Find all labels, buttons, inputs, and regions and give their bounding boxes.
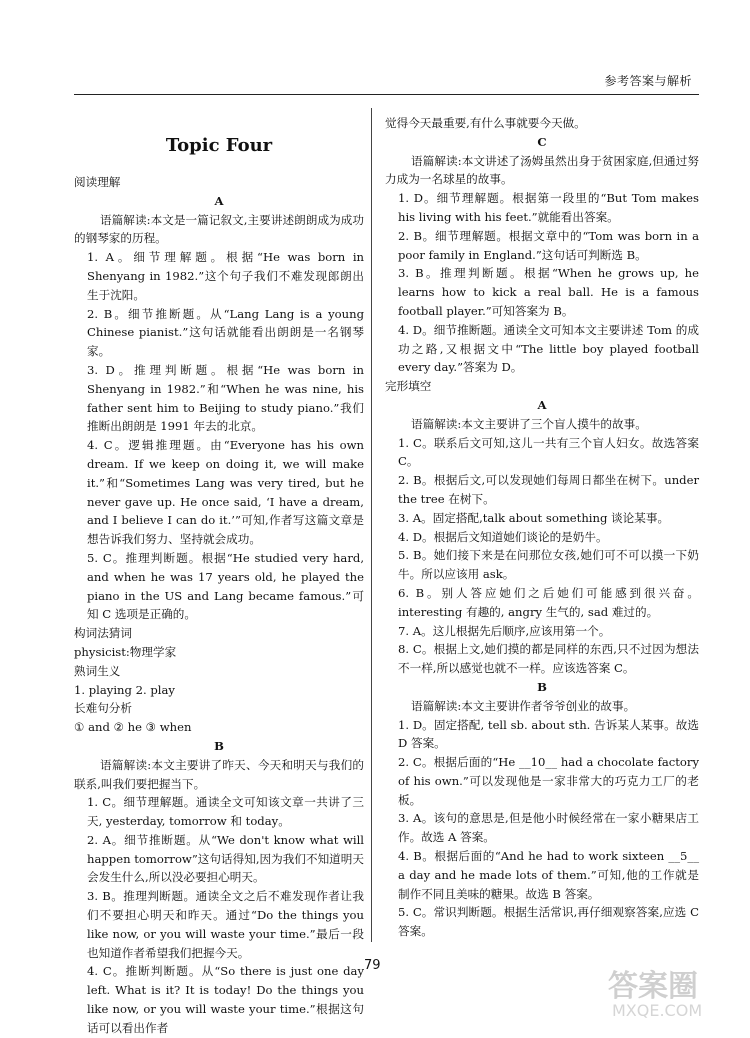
- right-text-block: 语篇解读:本文主要讲了三个盲人摸牛的故事。: [411, 416, 647, 431]
- left-text-block: 构词法猜词: [74, 626, 132, 641]
- right-answer-item: 3. A。固定搭配,talk about something 谈论某事。: [398, 510, 670, 525]
- column-divider: [371, 108, 372, 942]
- right-text-block: 语篇解读:本文主要讲作者爷爷创业的故事。: [411, 698, 636, 713]
- right-answer-item: 4. D。根据后文知道她们谈论的是奶牛。: [398, 529, 608, 544]
- left-text-block: 语篇解读:本文是一篇记叙文,主要讲述朗朗成为成功的钢琴家的历程。: [74, 212, 364, 246]
- right-answer-item: 5. B。她们接下来是在问那位女孩,她们可不可以摸一下奶牛。所以应该用 ask。: [398, 548, 699, 582]
- right-column: [385, 114, 699, 941]
- left-answer-item: 1. A。细节理解题。根据“He was born in Shenyang in 1982.”这个句子我们不难发现郎朗出生于沈阳。: [87, 250, 364, 302]
- svg-text:答案圈: 答案圈: [608, 969, 698, 1004]
- right-answer-item: 4. B。根据后面的“And he had to work sixteen __5__ a day and he made lots of them.”可知,他的工作就是制作不同且美味的糖果。故选 B 答案。: [398, 849, 699, 901]
- right-answer-item: 3. B。推理判断题。根据“When he grows up, he learns how to kick a real ball. He is a famous football player.”可知答案为 B。: [398, 266, 699, 318]
- left-text-block: 长难句分析: [74, 701, 132, 716]
- right-answer-item: 8. C。根据上文,她们摸的都是同样的东西,只不过因为想法不一样,所以感觉也就不一样。应该选答案 C。: [398, 642, 699, 676]
- watermark-logo: [602, 962, 742, 1026]
- right-answer-item: 3. A。该句的意思是,但是他小时候经常在一家小糖果店工作。故选 A 答案。: [398, 811, 699, 845]
- page-header: 参考答案与解析: [604, 74, 692, 88]
- right-answer-item: 1. D。固定搭配, tell sb. about sth. 告诉某人某事。故选 D 答案。: [398, 717, 699, 751]
- right-answer-item: 4. D。细节推断题。通读全文可知本文主要讲述 Tom 的成功之路,又根据文中“The little boy played football every day.”答案为 D。: [398, 322, 699, 375]
- left-answer-item: 2. B。细节推断题。从“Lang Lang is a young Chinese pianist.”这句话就能看出朗朗是一名钢琴家。: [87, 306, 364, 359]
- left-text-block: 阅读理解: [74, 175, 121, 189]
- left-answer-item: 3. B。推理判断题。通读全文之后不难发现作者让我们不要担心明天和昨天。通过“Do the things you like now, or you will waste your time.”最后一段也知道作者希望我们把握今天。: [87, 889, 364, 960]
- left-topic-title: Topic Four: [165, 135, 273, 156]
- left-text-block: ① and ② he ③ when: [74, 720, 192, 735]
- svg-text:MXQE.COM: MXQE.COM: [612, 1001, 703, 1020]
- right-answer-item: 2. B。根据后文,可以发现她们每周日都坐在树下。under the tree 在树下。: [398, 473, 699, 506]
- right-text-block: B: [537, 679, 547, 694]
- left-text-block: 语篇解读:本文主要讲了昨天、今天和明天与我们的联系,叫我们要把握当下。: [74, 757, 364, 791]
- right-text-block: 语篇解读:本文讲述了汤姆虽然出身于贫困家庭,但通过努力成为一名球星的故事。: [385, 153, 699, 187]
- left-answer-item: 5. C。推理判断题。根据“He studied very hard, and when he was 17 years old, he played the piano in the US and Lang became famous.”可知 C 选项是正确的。: [87, 550, 364, 622]
- right-answer-item: 1. D。细节理解题。根据第一段里的“But Tom makes his living with his feet.”就能看出答案。: [398, 191, 699, 224]
- left-answer-item: 1. C。细节理解题。通读全文可知该文章一共讲了三天, yesterday, tomorrow 和 today。: [87, 795, 364, 829]
- right-text-block: 觉得今天最重要,有什么事就要今天做。: [385, 116, 586, 130]
- left-text-block: B: [214, 738, 224, 753]
- right-answer-item: 2. B。细节理解题。根据文章中的“Tom was born in a poor family in England.”这句话可判断选 B。: [398, 228, 699, 262]
- left-column: [74, 125, 364, 1038]
- right-text-block: 完形填空: [385, 379, 432, 394]
- right-answer-item: 1. C。联系后文可知,这儿一共有三个盲人妇女。故选答案 C。: [398, 435, 699, 469]
- header-rule: [74, 94, 699, 95]
- left-text-block: 1. playing 2. play: [74, 682, 175, 697]
- left-text-block: physicist:物理学家: [74, 644, 177, 659]
- right-answer-item: 2. C。根据后面的“He __10__ had a chocolate factory of his own.”可以发现他是一家非常大的巧克力工厂的老板。: [398, 755, 699, 807]
- page-number: 79: [364, 958, 381, 973]
- right-text-block: A: [537, 397, 547, 412]
- left-answer-item: 4. C。逻辑推理题。由“Everyone has his own dream. If we keep on doing it, we will make it.”和“Sometimes Lang was very tired, but he never gave up. He once said, ‘I have a dream, and I believe I can do it.’”可知,作者写这篇文章是想告诉我们努力、坚持就会成功。: [87, 438, 364, 547]
- left-text-block: A: [214, 193, 224, 208]
- left-answer-item: 3. D。推理判断题。根据“He was born in Shenyang in 1982.”和“When he was nine, his father sent him to Beijing to study piano.”我们推断出朗朗是 1991 年去的北京。: [87, 362, 364, 434]
- left-text-block: 熟词生义: [74, 663, 121, 678]
- right-answer-item: 7. A。这儿根据先后顺序,应该用第一个。: [398, 623, 611, 638]
- left-answer-item: 2. A。细节推断题。从“We don't know what will happen tomorrow”这句话得知,因为我们不知道明天会发生什么,所以没必要担心明天。: [87, 832, 364, 885]
- right-answer-item: 6. B。别人答应她们之后她们可能感到很兴奋。interesting 有趣的, angry 生气的, sad 难过的。: [398, 585, 699, 619]
- right-answer-item: 5. C。常识判断题。根据生活常识,再仔细观察答案,应选 C 答案。: [398, 905, 699, 939]
- left-answer-item: 4. C。推断判断题。从“So there is just one day left. What is it? It is today! Do the things you like now, or you will waste your time.”根据这句话可以看出作者: [87, 964, 364, 1035]
- right-text-block: C: [537, 134, 547, 149]
